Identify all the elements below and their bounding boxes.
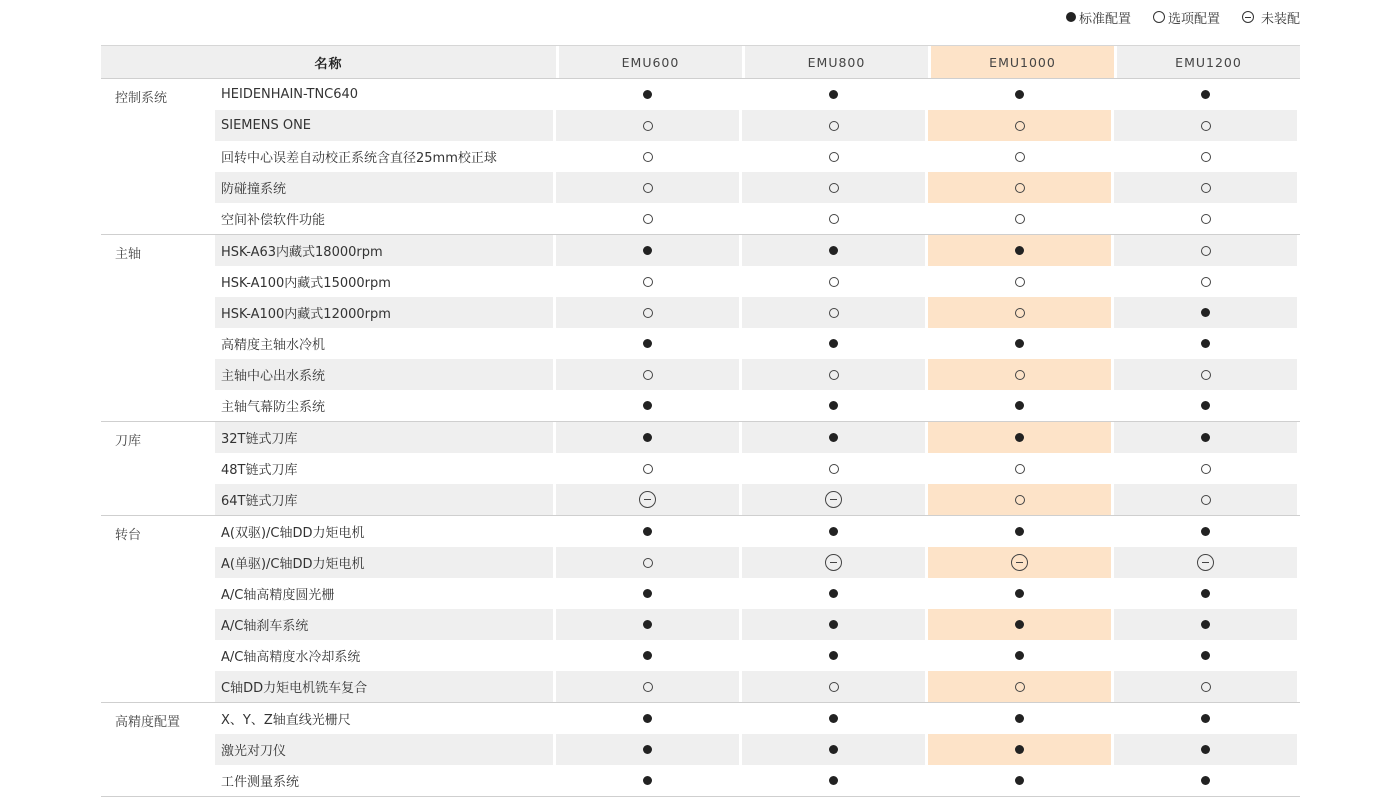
model-cell	[742, 359, 925, 390]
model-cell	[556, 328, 739, 359]
model-cell	[928, 328, 1111, 359]
model-cell	[742, 734, 925, 765]
model-cell	[742, 110, 925, 141]
model-cell	[928, 516, 1111, 547]
model-cell	[928, 703, 1111, 734]
optional-circle-icon	[1153, 11, 1165, 23]
model-cell	[1114, 453, 1297, 484]
table-row	[215, 578, 1300, 609]
legend-optional	[1153, 8, 1220, 27]
model-cell	[556, 734, 739, 765]
optional-circle-icon	[1015, 464, 1025, 474]
model-cell	[556, 390, 739, 421]
table-row	[215, 203, 1300, 234]
optional-circle-icon	[1015, 183, 1025, 193]
legend-optional-label: 选项配置	[1167, 11, 1220, 27]
model-cell	[1114, 110, 1297, 141]
model-cell	[1114, 640, 1297, 671]
feature-name: HSK-A100内藏式12000rpm	[215, 297, 553, 328]
model-cell	[1114, 609, 1297, 640]
feature-name: SIEMENS ONE	[215, 110, 553, 141]
feature-name: A/C轴高精度圆光栅	[221, 588, 335, 603]
standard-dot-icon	[643, 745, 652, 754]
model-cell	[556, 609, 739, 640]
feature-name: A/C轴刹车系统	[215, 609, 553, 640]
standard-dot-icon	[1015, 714, 1024, 723]
standard-dot-icon	[1015, 246, 1024, 255]
standard-dot-icon	[829, 651, 838, 660]
model-cell	[928, 640, 1111, 671]
optional-circle-icon	[643, 464, 653, 474]
group-rows	[215, 703, 1300, 796]
model-cell	[928, 359, 1111, 390]
model-cell	[556, 671, 739, 702]
table-row	[215, 640, 1300, 671]
model-cell	[928, 297, 1111, 328]
table-row	[215, 453, 1300, 484]
model-cell	[1114, 547, 1297, 578]
table-row	[215, 172, 1300, 203]
table-row	[215, 79, 1300, 110]
legend-not-fitted	[1242, 8, 1300, 27]
optional-circle-icon	[829, 121, 839, 131]
model-cell	[556, 359, 739, 390]
optional-circle-icon	[643, 308, 653, 318]
category-label: 主轴	[115, 247, 142, 262]
standard-dot-icon	[1015, 90, 1024, 99]
standard-dot-icon	[1201, 651, 1210, 660]
table-row	[215, 765, 1300, 796]
table-row	[215, 390, 1300, 421]
standard-dot-icon	[643, 401, 652, 410]
optional-circle-icon	[643, 183, 653, 193]
standard-dot-icon	[829, 776, 838, 785]
model-cell	[928, 422, 1111, 453]
standard-dot-icon	[643, 339, 652, 348]
model-cell	[742, 172, 925, 203]
standard-dot-icon	[829, 714, 838, 723]
model-cell	[1114, 578, 1297, 609]
model-cell	[742, 640, 925, 671]
feature-name: A(双驱)/C轴DD力矩电机	[221, 526, 365, 541]
model-cell	[928, 203, 1111, 234]
standard-dot-icon	[643, 246, 652, 255]
optional-circle-icon	[1015, 370, 1025, 380]
model-cell	[1114, 266, 1297, 297]
model-cell	[556, 235, 739, 266]
model-cell	[556, 203, 739, 234]
model-cell	[556, 547, 739, 578]
table-row	[215, 297, 1300, 328]
model-cell	[928, 734, 1111, 765]
model-cell	[742, 484, 925, 515]
table-row	[215, 734, 1300, 765]
optional-circle-icon	[643, 682, 653, 692]
model-cell	[928, 578, 1111, 609]
model-cell	[742, 203, 925, 234]
model-cell	[1114, 359, 1297, 390]
standard-dot-icon	[643, 589, 652, 598]
optional-circle-icon	[1015, 277, 1025, 287]
feature-name: A/C轴高精度水冷却系统	[221, 650, 361, 665]
table-row	[215, 671, 1300, 702]
table-row	[215, 422, 1300, 453]
standard-dot-icon	[643, 776, 652, 785]
table-row	[215, 516, 1300, 547]
group-rows	[215, 79, 1300, 234]
standard-dot-icon	[1015, 433, 1024, 442]
standard-dot-icon	[829, 90, 838, 99]
model-cell	[928, 547, 1111, 578]
optional-circle-icon	[1201, 214, 1211, 224]
not-fitted-icon	[1242, 11, 1254, 23]
feature-name: 防碰撞系统	[215, 172, 553, 203]
model-cell	[556, 453, 739, 484]
optional-circle-icon	[1015, 121, 1025, 131]
optional-circle-icon	[643, 121, 653, 131]
standard-dot-icon	[829, 745, 838, 754]
optional-circle-icon	[829, 277, 839, 287]
legend-not-fitted-label: 未装配	[1260, 11, 1300, 27]
model-cell	[742, 578, 925, 609]
model-cell	[928, 453, 1111, 484]
model-cell	[742, 453, 925, 484]
standard-dot-icon	[1201, 745, 1210, 754]
optional-circle-icon	[1015, 495, 1025, 505]
feature-name: 回转中心误差自动校正系统含直径25mm校正球	[221, 151, 497, 166]
standard-dot-icon	[1015, 776, 1024, 785]
optional-circle-icon	[1201, 183, 1211, 193]
table-row	[215, 266, 1300, 297]
model-cell	[1114, 484, 1297, 515]
model-cell	[742, 79, 925, 110]
group-rows	[215, 235, 1300, 421]
feature-group	[101, 78, 1300, 234]
standard-dot-icon	[1201, 401, 1210, 410]
model-cell	[1114, 172, 1297, 203]
model-cell	[1114, 141, 1297, 172]
feature-name: C轴DD力矩电机铣车复合	[215, 671, 553, 702]
table-row	[215, 328, 1300, 359]
optional-circle-icon	[829, 214, 839, 224]
standard-dot-icon	[1015, 620, 1024, 629]
standard-dot-icon	[643, 620, 652, 629]
model-cell	[742, 390, 925, 421]
model-cell	[742, 235, 925, 266]
feature-name: 高精度主轴水冷机	[221, 338, 326, 353]
standard-dot-icon	[1201, 339, 1210, 348]
feature-name: 空间补偿软件功能	[221, 213, 326, 228]
category-label: 转台	[115, 528, 142, 543]
standard-dot-icon	[829, 401, 838, 410]
standard-dot-icon	[1015, 339, 1024, 348]
feature-name: HSK-A100内藏式15000rpm	[221, 276, 391, 291]
model-cell	[556, 172, 739, 203]
optional-circle-icon	[829, 152, 839, 162]
header-name: 名称	[101, 46, 556, 78]
standard-dot-icon	[1201, 620, 1210, 629]
standard-dot-icon	[829, 339, 838, 348]
optional-circle-icon	[1201, 152, 1211, 162]
model-cell	[928, 390, 1111, 421]
standard-dot-icon	[1201, 308, 1210, 317]
header-model: EMU800	[745, 46, 928, 78]
standard-dot-icon	[1201, 90, 1210, 99]
standard-dot-icon	[829, 433, 838, 442]
standard-dot-icon	[1201, 527, 1210, 536]
model-cell	[556, 516, 739, 547]
standard-dot-icon	[643, 527, 652, 536]
standard-dot-icon	[1201, 433, 1210, 442]
standard-dot-icon	[643, 433, 652, 442]
table-row	[215, 110, 1300, 141]
model-cell	[1114, 516, 1297, 547]
standard-dot-icon	[1201, 776, 1210, 785]
model-cell	[928, 110, 1111, 141]
standard-dot-icon	[643, 714, 652, 723]
model-cell	[742, 609, 925, 640]
feature-group	[101, 421, 1300, 515]
legend	[1066, 7, 1300, 27]
not-fitted-icon	[1011, 554, 1028, 571]
feature-name: 主轴气幕防尘系统	[221, 400, 326, 415]
feature-name: 32T链式刀库	[215, 422, 553, 453]
model-cell	[928, 484, 1111, 515]
standard-dot-icon	[829, 246, 838, 255]
standard-dot-icon	[829, 589, 838, 598]
header-model-highlighted: EMU1000	[931, 46, 1114, 78]
model-cell	[1114, 328, 1297, 359]
optional-circle-icon	[829, 464, 839, 474]
feature-name: A(单驱)/C轴DD力矩电机	[215, 547, 553, 578]
model-cell	[556, 266, 739, 297]
model-cell	[742, 703, 925, 734]
model-cell	[742, 297, 925, 328]
model-cell	[928, 266, 1111, 297]
model-cell	[742, 422, 925, 453]
model-cell	[1114, 671, 1297, 702]
table-row	[215, 235, 1300, 266]
model-cell	[1114, 390, 1297, 421]
model-cell	[928, 765, 1111, 796]
not-fitted-icon	[639, 491, 656, 508]
optional-circle-icon	[643, 152, 653, 162]
model-cell	[742, 547, 925, 578]
feature-name: 64T链式刀库	[215, 484, 553, 515]
standard-dot-icon	[1201, 589, 1210, 598]
model-cell	[742, 671, 925, 702]
optional-circle-icon	[643, 277, 653, 287]
optional-circle-icon	[1015, 308, 1025, 318]
optional-circle-icon	[1015, 682, 1025, 692]
header-model: EMU1200	[1117, 46, 1300, 78]
table-body	[101, 78, 1300, 797]
model-cell	[928, 671, 1111, 702]
category-label: 刀库	[115, 434, 142, 449]
model-cell	[556, 765, 739, 796]
table-row	[215, 703, 1300, 734]
feature-group	[101, 515, 1300, 702]
feature-name: 激光对刀仪	[215, 734, 553, 765]
table-header	[101, 45, 1300, 78]
standard-dot-icon	[829, 527, 838, 536]
model-cell	[928, 609, 1111, 640]
model-cell	[1114, 203, 1297, 234]
group-rows	[215, 516, 1300, 702]
model-cell	[742, 516, 925, 547]
model-cell	[556, 79, 739, 110]
optional-circle-icon	[1201, 121, 1211, 131]
category-label: 高精度配置	[115, 715, 181, 730]
feature-name: 48T链式刀库	[221, 463, 298, 478]
optional-circle-icon	[829, 370, 839, 380]
table-row	[215, 547, 1300, 578]
model-cell	[556, 578, 739, 609]
optional-circle-icon	[1201, 495, 1211, 505]
table-row	[215, 141, 1300, 172]
model-cell	[742, 141, 925, 172]
model-cell	[556, 141, 739, 172]
header-model: EMU600	[559, 46, 742, 78]
legend-standard	[1066, 8, 1131, 27]
standard-dot-icon	[1066, 12, 1076, 22]
model-cell	[1114, 734, 1297, 765]
standard-dot-icon	[643, 651, 652, 660]
standard-dot-icon	[1201, 714, 1210, 723]
model-cell	[556, 703, 739, 734]
optional-circle-icon	[1015, 214, 1025, 224]
feature-name: HEIDENHAIN-TNC640	[221, 87, 359, 102]
model-cell	[928, 79, 1111, 110]
standard-dot-icon	[1015, 651, 1024, 660]
model-cell	[928, 141, 1111, 172]
optional-circle-icon	[643, 558, 653, 568]
standard-dot-icon	[1015, 589, 1024, 598]
model-cell	[1114, 422, 1297, 453]
optional-circle-icon	[1201, 464, 1211, 474]
feature-group	[101, 702, 1300, 797]
optional-circle-icon	[829, 682, 839, 692]
optional-circle-icon	[1201, 277, 1211, 287]
model-cell	[556, 422, 739, 453]
optional-circle-icon	[829, 308, 839, 318]
optional-circle-icon	[1015, 152, 1025, 162]
standard-dot-icon	[643, 90, 652, 99]
optional-circle-icon	[829, 183, 839, 193]
category-label: 控制系统	[115, 91, 168, 106]
optional-circle-icon	[1201, 370, 1211, 380]
feature-name: HSK-A63内藏式18000rpm	[215, 235, 553, 266]
model-cell	[556, 640, 739, 671]
model-cell	[1114, 703, 1297, 734]
model-cell	[1114, 79, 1297, 110]
model-cell	[1114, 297, 1297, 328]
table-row	[215, 359, 1300, 390]
model-cell	[556, 110, 739, 141]
model-cell	[742, 328, 925, 359]
feature-name: 主轴中心出水系统	[215, 359, 553, 390]
model-cell	[556, 484, 739, 515]
optional-circle-icon	[1201, 246, 1211, 256]
standard-dot-icon	[1015, 401, 1024, 410]
table-row	[215, 609, 1300, 640]
standard-dot-icon	[1015, 527, 1024, 536]
feature-group	[101, 234, 1300, 421]
feature-name: 工件测量系统	[221, 775, 300, 790]
not-fitted-icon	[825, 554, 842, 571]
model-cell	[742, 266, 925, 297]
not-fitted-icon	[1197, 554, 1214, 571]
feature-name: X、Y、Z轴直线光栅尺	[221, 713, 351, 728]
not-fitted-icon	[825, 491, 842, 508]
optional-circle-icon	[643, 370, 653, 380]
standard-dot-icon	[829, 620, 838, 629]
model-cell	[1114, 235, 1297, 266]
optional-circle-icon	[643, 214, 653, 224]
model-cell	[742, 765, 925, 796]
standard-dot-icon	[1015, 745, 1024, 754]
model-cell	[928, 172, 1111, 203]
optional-circle-icon	[1201, 682, 1211, 692]
legend-standard-label: 标准配置	[1078, 11, 1131, 27]
model-cell	[556, 297, 739, 328]
model-cell	[1114, 765, 1297, 796]
config-table	[101, 45, 1300, 797]
table-row	[215, 484, 1300, 515]
model-cell	[928, 235, 1111, 266]
group-rows	[215, 422, 1300, 515]
